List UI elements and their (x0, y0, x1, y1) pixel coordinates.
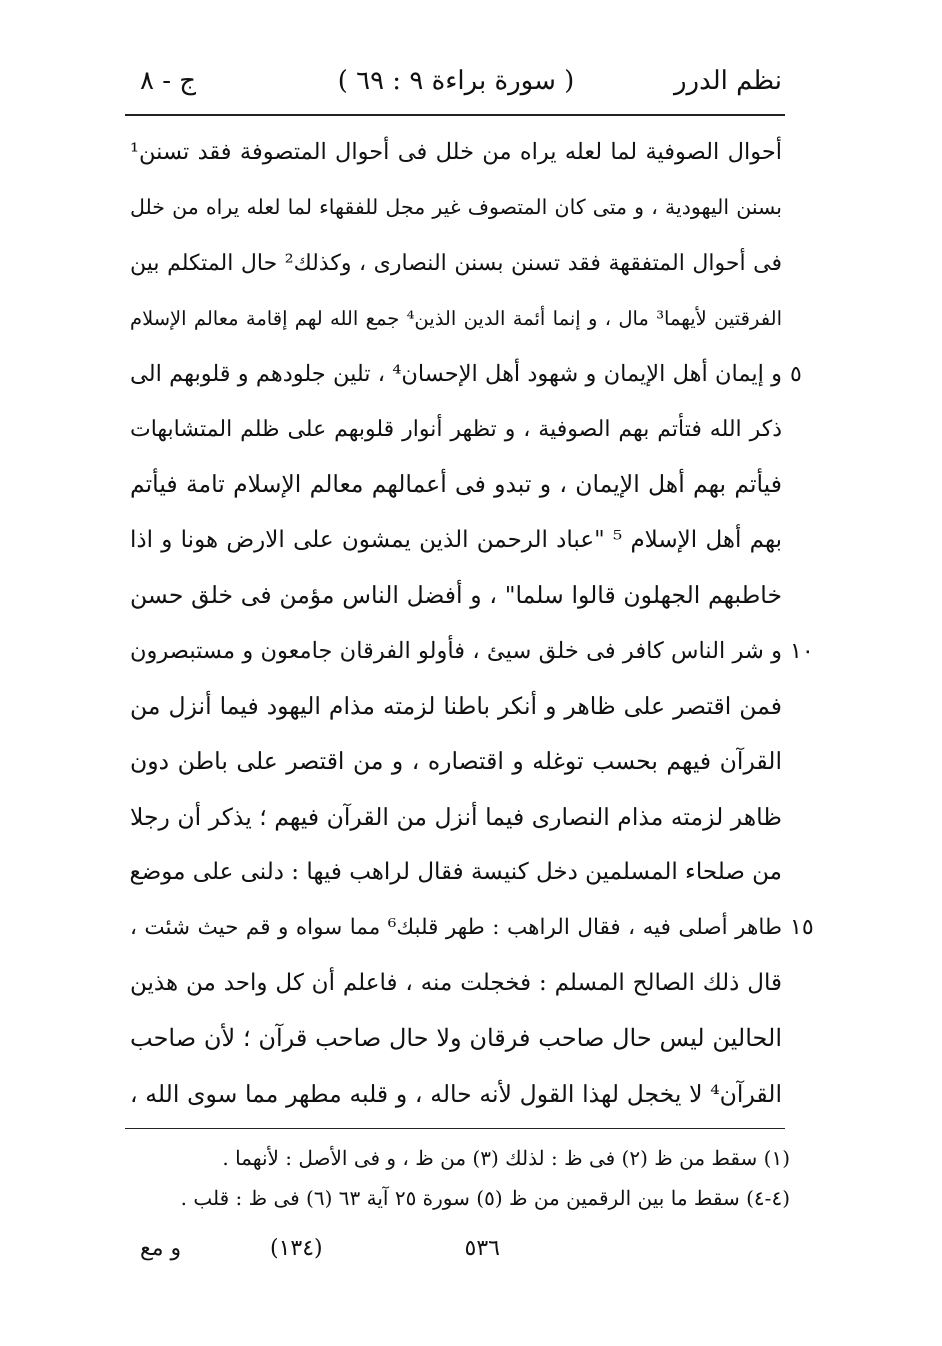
footnote-rule (125, 1128, 785, 1129)
line-text: بسنن اليهودية ، و متى كان المتصوف غير مجل للفقهاء لما لعله يراه من خلل (130, 195, 782, 220)
footnote-line: (٤-٤) سقط ما بين الرقمين من ظ (٥) سورة ٢٥ آية ٦٣ (٦) فى ظ : قلب . (180, 1186, 790, 1210)
text-line (130, 125, 782, 180)
text-line (130, 568, 782, 623)
text-line (130, 1011, 782, 1066)
line-text: ظاهر لزمته مذام النصارى فيما أنزل من القرآن فيهم ؛ يذكر أن رجلا (130, 802, 782, 831)
line-text: من صلحاء المسلمين دخل كنيسة فقال لراهب فيها : دلنى على موضع (129, 859, 782, 886)
line-number: ٥ (790, 361, 802, 387)
line-text: أحوال الصوفية لما لعله يراه من خلل فى أحوال المتصوفة فقد تسنن¹ (130, 139, 782, 165)
sheet-number: (١٣٤) (270, 1236, 323, 1261)
line-text: بهم أهل الإسلام ⁵ "عباد الرحمن الذين يمشون على الارض هونا و اذا (130, 526, 782, 553)
text-line (130, 845, 782, 900)
text-line (130, 402, 782, 457)
text-line (130, 900, 814, 955)
running-header (130, 60, 782, 108)
footnotes (130, 1138, 790, 1218)
line-text: القرآن⁴ لا يخجل لهذا القول لأنه حاله ، و قلبه مطهر مما سوى الله ، (130, 1079, 782, 1108)
line-text: و شر الناس كافر فى خلق سيئ ، فأولو الفرقان جامعون و مستبصرون (130, 637, 782, 664)
catchword: و مع (140, 1236, 182, 1261)
text-line (130, 679, 782, 734)
text-line (130, 236, 782, 291)
header-rule (125, 114, 785, 116)
text-line (130, 291, 782, 346)
text-line (130, 1067, 782, 1122)
text-line (130, 790, 782, 845)
page-footer (140, 1236, 500, 1276)
text-line (130, 347, 802, 402)
line-text: قال ذلك الصالح المسلم : فخجلت منه ، فاعلم أن كل واحد من هذين (130, 969, 782, 996)
page-number: ٥٣٦ (464, 1236, 500, 1261)
line-text: و إيمان أهل الإيمان و شهود أهل الإحسان⁴ ، تلين جلودهم و قلوبهم الى (130, 360, 782, 387)
line-text: الحالين ليس حال صاحب فرقان ولا حال صاحب قرآن ؛ لأن صاحب (130, 1024, 782, 1053)
volume-number: ج - ٨ (140, 66, 197, 96)
line-text: خاطبهم الجهلون قالوا سلما" ، و أفضل الناس مؤمن فى خلق حسن (130, 581, 782, 610)
line-text: فى أحوال المتفقهة فقد تسنن بسنن النصارى ، وكذلك² حال المتكلم بين (130, 250, 782, 276)
body-text (129, 125, 814, 1122)
line-text: القرآن فيهم بحسب توغله و اقتصاره ، و من اقتصر على باطن دون (130, 747, 782, 776)
text-line (130, 457, 782, 512)
line-text: فمن اقتصر على ظاهر و أنكر باطنا لزمته مذام اليهود فيما أنزل من (130, 691, 782, 720)
line-number: ١٠ (790, 638, 814, 664)
text-line (130, 513, 782, 568)
text-line (130, 956, 782, 1011)
line-text: ذكر الله فتأتم بهم الصوفية ، و تظهر أنوار قلوبهم على ظلم المتشابهات (130, 416, 782, 442)
text-line (130, 180, 782, 235)
line-text: طاهر أصلى فيه ، فقال الراهب : طهر قلبك⁶ مما سواه و قم حيث شئت ، (130, 915, 783, 941)
line-text: فيأتم بهم أهل الإيمان ، و تبدو فى أعمالهم معالم الإسلام تامة فيأتم (130, 470, 782, 499)
surah-reference: ( سورة براءة ٩ : ٦٩ ) (337, 66, 575, 96)
line-number: ١٥ (790, 915, 814, 941)
text-line (130, 734, 782, 789)
book-title: نظم الدرر (673, 66, 782, 96)
line-text: الفرقتين لأيهما³ مال ، و إنما أئمة الدين الذين⁴ جمع الله لهم إقامة معالم الإسلام (130, 307, 782, 331)
footnote-line: (١) سقط من ظ (٢) فى ظ : لذلك (٣) من ظ ، و فى الأصل : لأنهما . (222, 1146, 790, 1170)
text-line (130, 624, 814, 679)
